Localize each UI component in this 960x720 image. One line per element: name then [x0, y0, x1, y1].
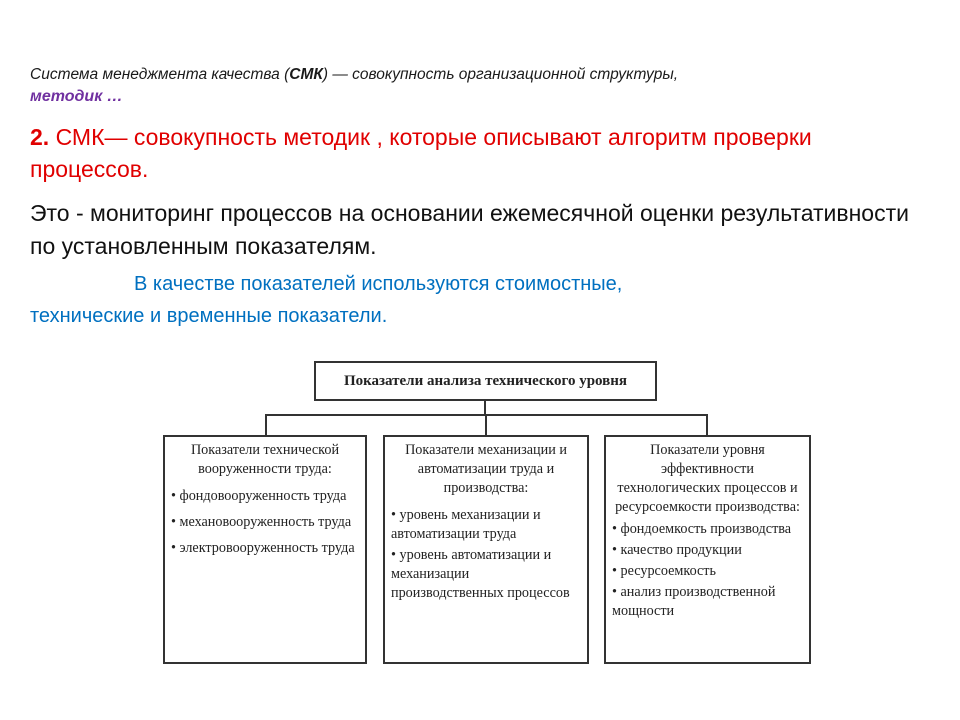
- col1-connector: [265, 414, 267, 435]
- diagram-column-3: [604, 435, 811, 664]
- list-item: • уровень механизации и автоматизации труда: [391, 507, 541, 542]
- intro-continuation: методик …: [30, 88, 123, 105]
- intro-suffix: ) — совокупность организационной структуры,: [322, 66, 679, 83]
- diagram-column-1: [163, 435, 367, 664]
- list-item: • механовооруженность труда: [171, 514, 352, 530]
- column-title: Показатели технической вооруженности труда:: [190, 442, 340, 477]
- list-item: • ресурсоемкость: [612, 563, 716, 579]
- col2-connector: [485, 414, 487, 435]
- indicators-note-line2: технические и временные показатели.: [30, 305, 388, 327]
- point-2-number: 2.: [30, 124, 50, 150]
- diagram-column-2: [383, 435, 589, 664]
- list-item: • электровооруженность труда: [171, 540, 355, 556]
- root-connector: [484, 401, 486, 415]
- list-item: • фондоемкость производства: [612, 521, 792, 537]
- column-title: Показатели механизации и автоматизации труда и производства:: [405, 442, 567, 496]
- list-item: • фондовооруженность труда: [171, 488, 347, 504]
- intro-prefix: Система менеджмента качества (: [30, 66, 290, 83]
- col3-connector: [706, 414, 708, 435]
- column-title: Показатели уровня эффективности технологических процессов и ресурсоемкости производства:: [615, 442, 800, 515]
- indicators-note-line1: В качестве показателей используются стоимостные,: [134, 273, 623, 295]
- diagram-root-box: Показатели анализа технического уровня: [314, 361, 657, 401]
- list-item: • качество продукции: [612, 542, 742, 558]
- list-item: • анализ производственной мощности: [612, 584, 776, 619]
- list-item: • уровень автоматизации и механизации производственных процессов: [391, 547, 570, 601]
- point-2-text: СМК— совокупность методик , которые описывают алгоритм проверки процессов.: [30, 124, 812, 182]
- monitoring-text: Это - мониторинг процессов на основании ежемесячной оценки результативности по установленным показателям.: [30, 200, 909, 259]
- intro-abbrev: СМК: [289, 66, 323, 83]
